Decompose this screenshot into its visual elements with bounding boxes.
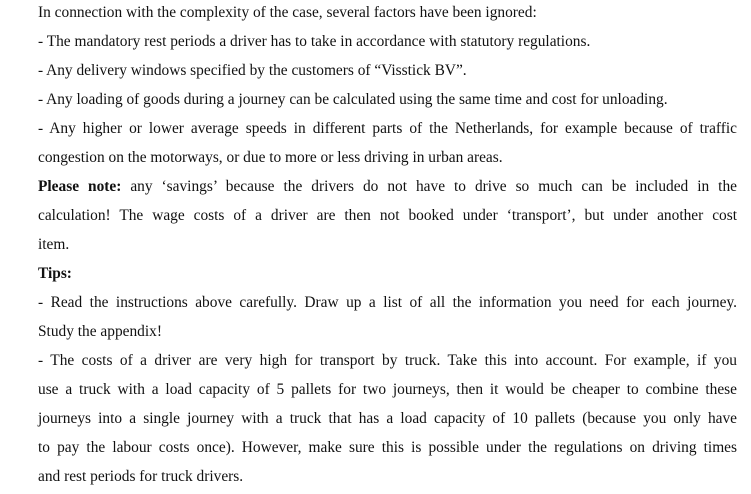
tip-line-6: to pay the labour costs once). However, make sure this is possible under the regulations on driving times [38, 439, 737, 456]
note-label: Please note: [38, 178, 122, 195]
factor-item-loading: - Any loading of goods during a journey can be calculated using the same time and cost for unloading. [38, 91, 668, 108]
tip-line-5: journeys into a single journey with a truck that has a load capacity of 10 pallets (because you only have [38, 410, 737, 427]
tips-heading: Tips: [38, 265, 72, 282]
note-line-3: item. [38, 236, 70, 253]
note-line-2: calculation! The wage costs of a driver are then not booked under ‘transport’, but under another cost [38, 207, 737, 224]
factor-item-rest-periods: - The mandatory rest periods a driver has to take in accordance with statutory regulations. [38, 33, 591, 50]
note-text-1: any ‘savings’ because the drivers do not have to drive so much can be included in the [121, 178, 737, 195]
factor-item-speeds-continued: congestion on the motorways, or due to more or less driving in urban areas. [38, 149, 503, 166]
intro-paragraph: In connection with the complexity of the case, several factors have been ignored: [38, 4, 537, 21]
factor-item-speeds: - Any higher or lower average speeds in different parts of the Netherlands, for example because of traffic [38, 120, 737, 137]
note-line-1 [38, 177, 737, 197]
tip-line-4: use a truck with a load capacity of 5 pallets for two journeys, then it would be cheaper to combine these [38, 381, 737, 398]
tip-line-7: and rest periods for truck drivers. [38, 468, 244, 485]
tip-line-2: Study the appendix! [38, 323, 162, 340]
tip-line-3: - The costs of a driver are very high for transport by truck. Take this into account. For example, if you [38, 352, 737, 369]
factor-item-delivery-windows: - Any delivery windows specified by the customers of “Visstick BV”. [38, 62, 467, 79]
tip-line-1: - Read the instructions above carefully. Draw up a list of all the information you need for each journey. [38, 294, 737, 311]
